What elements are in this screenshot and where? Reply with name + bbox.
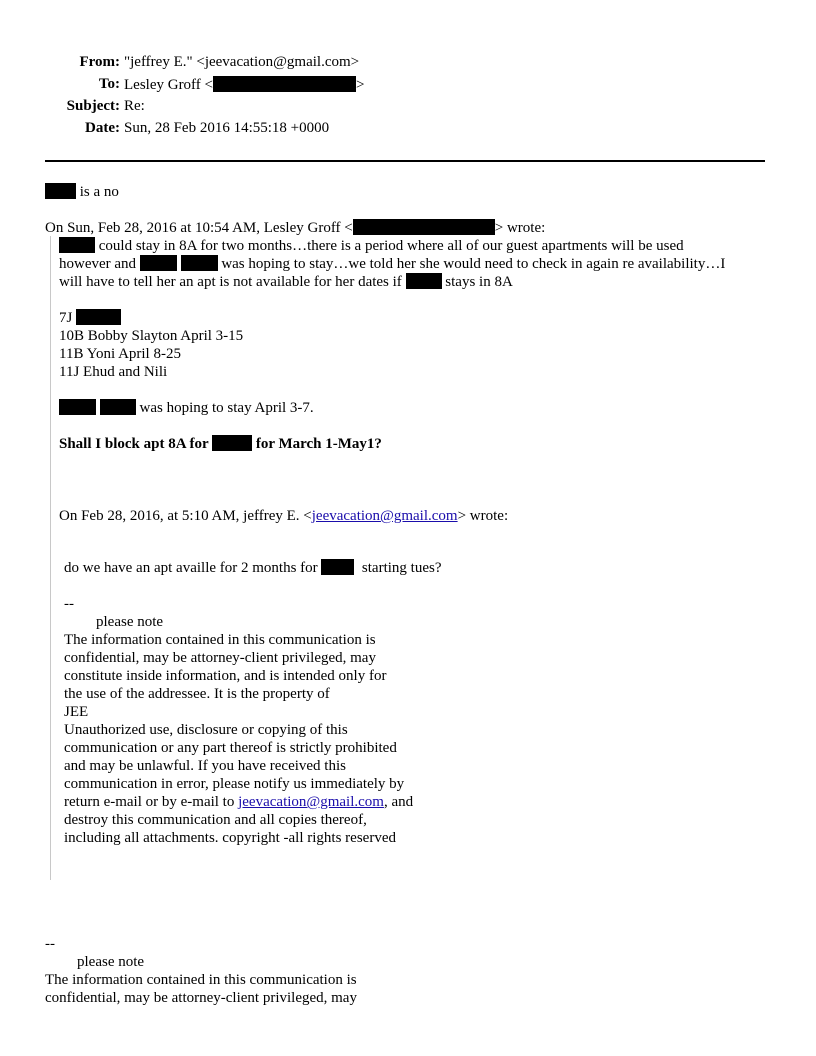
- redaction-block: [406, 273, 442, 289]
- to-row: [0, 76, 816, 96]
- quote1-attrib-pre: On Sun, Feb 28, 2016 at 10:54 AM, Lesley Groff <: [45, 220, 353, 236]
- disclaimer-text: return e-mail or by e-mail to: [64, 794, 235, 810]
- disclaimer-line: [64, 793, 413, 811]
- disclaimer-separator: --: [64, 596, 74, 612]
- redaction-block: [212, 435, 252, 451]
- redaction-block: [140, 255, 177, 271]
- apt-11b: 11B Yoni April 8-25: [59, 346, 181, 362]
- redaction-block: [353, 219, 495, 235]
- subject-value: Re:: [124, 98, 145, 114]
- apt-7j: [59, 309, 121, 327]
- disclaimer-line: the use of the addressee. It is the property of: [64, 686, 330, 702]
- quote1-attrib-post: > wrote:: [494, 220, 546, 236]
- quote1-text: Shall I block apt 8A for: [59, 436, 209, 452]
- footer-separator: --: [45, 936, 55, 952]
- redaction-block: [76, 309, 121, 325]
- redaction-block: [100, 399, 136, 415]
- disclaimer-line: communication in error, please notify us immediately by: [64, 776, 405, 792]
- quote2-text: do we have an apt availle for 2 months for: [64, 560, 318, 576]
- quote2-text: starting tues?: [361, 560, 442, 576]
- disclaimer-line: constitute inside information, and is intended only for: [64, 668, 387, 684]
- quote1-attribution: [45, 219, 545, 237]
- quote1-line-2: [59, 255, 725, 273]
- redaction-block: [45, 183, 76, 199]
- redaction-block: [213, 76, 356, 92]
- quote2-attrib-post: > wrote:: [457, 508, 509, 524]
- date-row: [0, 120, 816, 140]
- redaction-block: [181, 255, 218, 271]
- quote1-text: will have to tell her an apt is not available for her dates if: [59, 274, 402, 290]
- footer-line: confidential, may be attorney-client privileged, may: [45, 990, 357, 1006]
- quote1-text: was hoping to stay April 3-7.: [139, 400, 314, 416]
- disclaimer-text: , and: [383, 794, 414, 810]
- reply-text: is a no: [79, 184, 119, 200]
- to-value: [124, 76, 364, 94]
- quote-bar: [50, 236, 51, 880]
- quote1-text: stays in 8A: [445, 274, 513, 290]
- quote1-question: [59, 435, 382, 453]
- apt-11j: 11J Ehud and Nili: [59, 364, 168, 380]
- from-label: From:: [79, 54, 120, 70]
- disclaimer-line: including all attachments. copyright -all rights reserved: [64, 830, 396, 846]
- quote1-hoping: [59, 399, 314, 417]
- disclaimer-line: and may be unlawful. If you have received this: [64, 758, 346, 774]
- quote1-line-1: [59, 237, 684, 255]
- subject-row: [0, 98, 816, 118]
- redaction-block: [59, 237, 95, 253]
- disclaimer-line: destroy this communication and all copies thereof,: [64, 812, 367, 828]
- disclaimer-line: Unauthorized use, disclosure or copying of this: [64, 722, 348, 738]
- subject-label: Subject:: [66, 98, 120, 114]
- date-label: Date:: [85, 120, 120, 136]
- quote1-text: was hoping to stay…we told her she would need to check in again re availability…I: [221, 256, 726, 272]
- footer-note: please note: [77, 954, 145, 970]
- disclaimer-line: JEE: [64, 704, 89, 720]
- date-value: Sun, 28 Feb 2016 14:55:18 +0000: [124, 120, 330, 136]
- quote1-line-3: [59, 273, 513, 291]
- disclaimer-line: The information contained in this communication is: [64, 632, 376, 648]
- quote2-attrib-pre: On Feb 28, 2016, at 5:10 AM, jeffrey E. <: [59, 508, 312, 524]
- redaction-block: [59, 399, 96, 415]
- to-close: >: [356, 77, 365, 93]
- header-divider: [45, 160, 765, 162]
- apt-text: 7J: [59, 310, 73, 326]
- footer-line: The information contained in this communication is: [45, 972, 357, 988]
- quote2-attribution: [59, 507, 508, 525]
- to-name: Lesley Groff <: [124, 77, 213, 93]
- apt-10b: 10B Bobby Slayton April 3-15: [59, 328, 244, 344]
- quote1-text: could stay in 8A for two months…there is a period where all of our guest apartments will be used: [98, 238, 684, 254]
- email-link[interactable]: jeevacation@gmail.com: [238, 794, 384, 810]
- email-link[interactable]: jeevacation@gmail.com: [311, 508, 458, 524]
- disclaimer-line: communication or any part thereof is strictly prohibited: [64, 740, 397, 756]
- disclaimer-note: please note: [96, 614, 164, 630]
- disclaimer-line: confidential, may be attorney-client privileged, may: [64, 650, 376, 666]
- from-value: "jeffrey E." <jeevacation@gmail.com>: [124, 54, 360, 70]
- quote1-text: however and: [59, 256, 137, 272]
- from-row: [0, 54, 816, 74]
- quote2-ask: [64, 559, 442, 577]
- reply-line: [45, 183, 119, 201]
- to-label: To:: [98, 76, 120, 92]
- quote1-text: for March 1-May1?: [255, 436, 382, 452]
- redaction-block: [321, 559, 354, 575]
